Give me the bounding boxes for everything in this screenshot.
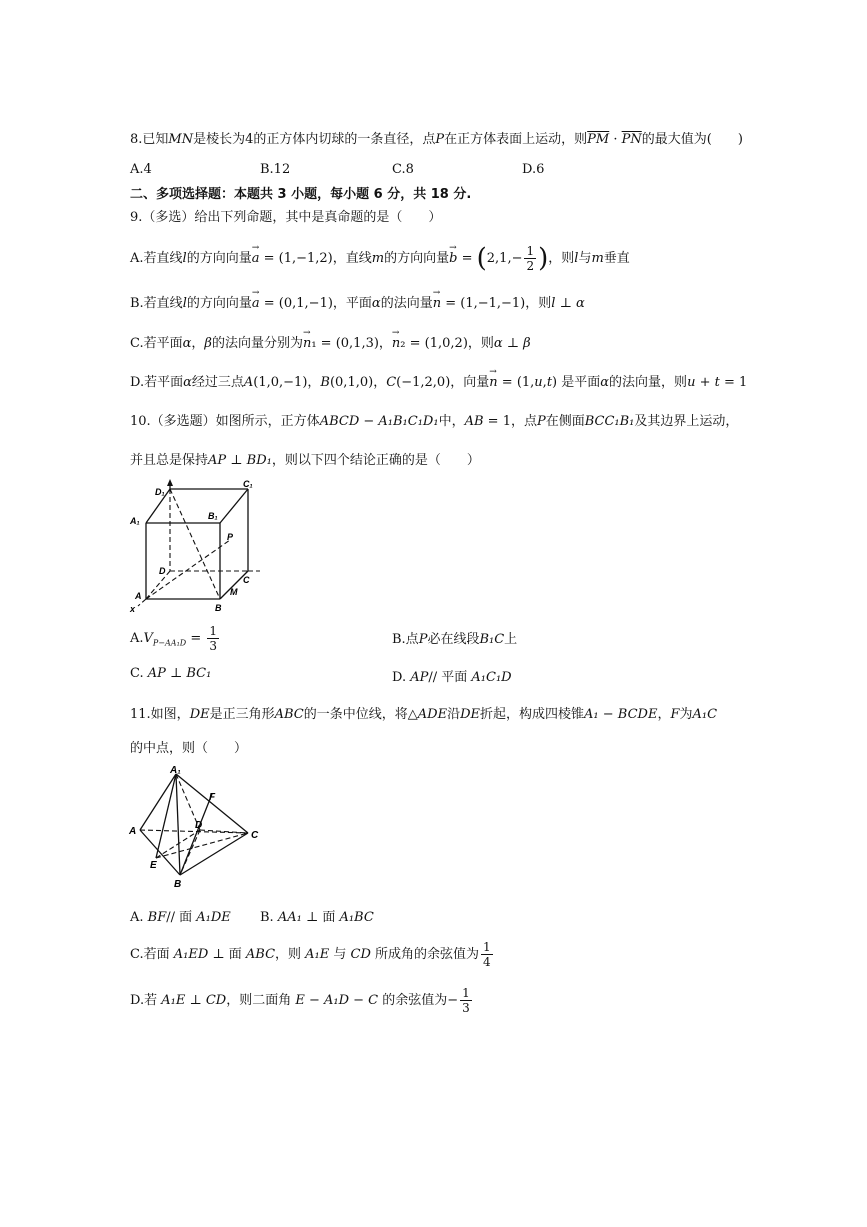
q11d-text1: D.若 (130, 993, 162, 1008)
q11a-plane: A₁DE (196, 910, 231, 925)
q10b-p: P (418, 632, 428, 647)
q9b-alpha: α (371, 296, 381, 311)
q9c-alpha2: α (493, 336, 503, 351)
q10-text6: 并且总是保持 (130, 453, 209, 468)
q9b-text2: 的方向向量 (186, 296, 252, 311)
q10-option-d (392, 666, 512, 685)
q11-option-d (130, 986, 474, 1015)
q10c-perp: ⊥ (165, 666, 187, 681)
q9-option-a: A.若直线l的方向向量→ a = (1,−1,2)，直线m的方向向量→ b = (2,1,− $\frac{1}{2}$ )，则l与m垂直 (130, 244, 630, 273)
q10-face: BCC₁B₁ (584, 414, 635, 429)
q9b-vector-a: → a (252, 295, 260, 313)
q9b-text5: = (1,−1,−1)，则 (441, 296, 552, 311)
q9a-m2: m (591, 251, 604, 266)
q10a-eq: = (186, 631, 206, 646)
q9d-text8: ) 是平面 (552, 375, 601, 390)
q10b-text2: 必在线段 (427, 632, 480, 647)
q8-option-a: A.4 (130, 162, 152, 177)
q9d-text3: (1,0,−1)， (253, 375, 321, 390)
q10-perp: ⊥ (226, 453, 247, 468)
q9c-text4: ₁ = (0,1,3)， (311, 336, 392, 351)
q8-p: P (435, 132, 445, 147)
cube-label-d1: D₁ (155, 487, 165, 497)
q11-f: F (670, 707, 680, 722)
q8-mn: MN (168, 132, 194, 147)
q11-stem-line2: 的中点，则（ ） (130, 741, 248, 756)
q9b-vector-n: → n (433, 295, 441, 313)
q11c-text5: 所成角的余弦值为 (370, 947, 480, 962)
q9d-point-a: A (243, 375, 254, 390)
q9a-l: l (182, 251, 187, 266)
q9a-text8: 与 (578, 251, 592, 266)
q11c-text3: ，则 (275, 947, 306, 962)
q10d-text: // 平面 (428, 670, 472, 685)
q9d-text4: (0,1,0)， (329, 375, 387, 390)
q9b-text4: 的法向量 (380, 296, 433, 311)
q11c-text1: C.若面 (130, 947, 174, 962)
q9c-text5: ₂ = (1,0,2)，则 (400, 336, 494, 351)
q8-vector-pm: $\overline{PM}$ (587, 132, 610, 147)
q11a-bf: BF (147, 910, 167, 925)
q10b-text3: 上 (504, 632, 518, 647)
q9c-beta: β (204, 336, 212, 351)
q9d-text5: (−1,2,0)，向量 (396, 375, 490, 390)
pyr-label-f: F (209, 792, 216, 803)
q10a-label: A. (130, 631, 144, 646)
cube-label-x: x (130, 604, 136, 613)
q11c-a1e: A₁E (305, 947, 330, 962)
q10-text1: 10.（多选题）如图所示，正方体 (130, 414, 320, 429)
q9d-text9: 的法向量，则 (609, 375, 688, 390)
q9d-text7: , (542, 375, 547, 390)
q11-de2: DE (460, 707, 481, 722)
q11-de: DE (189, 707, 210, 722)
q9d-text11: = 1 (719, 375, 748, 390)
q9a-text6: 2,1,− (486, 251, 523, 266)
q9c-alpha: α (182, 336, 192, 351)
q10-ab: AB (464, 414, 484, 429)
pyr-label-e: E (150, 860, 157, 871)
q9a-text7: ，则 (548, 251, 575, 266)
q9a-vector-b: → b (449, 250, 457, 268)
q11d-perp: ⊥ (185, 993, 206, 1008)
q11-option-c (130, 940, 495, 969)
section-title: 二、多项选择题：本题共 3 小题，每小题 6 分，共 18 分. (130, 187, 472, 202)
q11d-angle: E − A₁D − C (295, 993, 379, 1008)
q9-option-d (130, 374, 747, 392)
q9d-point-c: C (386, 375, 397, 390)
cube-label-d: D (159, 566, 166, 576)
q9c-text3: 的法向量分别为 (211, 336, 303, 351)
q11d-cd: CD (205, 993, 227, 1008)
q11d-text4: 的余弦值为− (378, 993, 459, 1008)
q10a-fraction: $\frac{1}{3}$ (209, 624, 217, 653)
q11b-text: ⊥ 面 (301, 910, 340, 925)
cube-label-c: C (243, 575, 250, 585)
q11d-text3: ，则二面角 (226, 993, 296, 1008)
q10-text7: ，则以下四个结论正确的是（ ） (271, 453, 480, 468)
pyr-label-a: A (129, 826, 137, 837)
cube-label-m: M (230, 587, 238, 597)
q8-option-b: B.12 (260, 162, 291, 177)
q10-option-a (130, 624, 221, 653)
cube-label-a1: A₁ (130, 516, 140, 526)
q9b-alpha2: α (575, 296, 585, 311)
q11-option-a (130, 906, 231, 925)
q11-text2: 是正三角形 (209, 707, 275, 722)
q10-bd1: BD₁ (246, 453, 272, 468)
q11-text6: ， (657, 707, 671, 722)
q10-cube: ABCD − A₁B₁C₁D₁ (319, 414, 439, 429)
q9a-text3: = (1,−1,2)，直线 (259, 251, 372, 266)
q9a-text5: = (457, 251, 477, 266)
q10b-text1: B.点 (392, 632, 419, 647)
cube-label-c1: C₁ (243, 479, 253, 489)
q9a-text9: 垂直 (603, 251, 630, 266)
q11d-a1e: A₁E (161, 993, 186, 1008)
q9d-u: u (534, 375, 543, 390)
q11b-label: B. (260, 910, 278, 925)
cube-label-b: B (215, 603, 222, 613)
q9d-alpha2: α (600, 375, 610, 390)
pyr-label-d: D (195, 820, 203, 831)
q9-stem: 9.（多选）给出下列命题，其中是真命题的是（ ） (130, 210, 442, 225)
q8-dot: · (609, 132, 622, 147)
q8-text4: 的最大值为( ) (641, 132, 743, 147)
q9a-vector-a: → a (252, 250, 260, 268)
q10c-bc1: BC₁ (186, 666, 212, 681)
q11-text7: 为 (679, 707, 693, 722)
q11c-fraction: $\frac{1}{4}$ (483, 940, 491, 969)
q8-option-c: C.8 (392, 162, 414, 177)
q11c-text2: ⊥ 面 (208, 947, 246, 962)
q10-ap: AP (208, 453, 227, 468)
q10-text5: 及其边界上运动， (634, 414, 739, 429)
q9a-text1: A.若直线 (130, 251, 183, 266)
q9d-text2: 经过三点 (191, 375, 244, 390)
q8-option-d: D.6 (522, 162, 545, 177)
q11a-text: // 面 (166, 910, 197, 925)
q9a-fraction: $\frac{1}{2}$ (526, 244, 535, 273)
q11c-text4: 与 (329, 947, 351, 962)
q11-text4: 沿 (447, 707, 461, 722)
q11-option-b (260, 906, 374, 925)
pyr-label-b: B (174, 879, 182, 890)
q9a-text2: 的方向向量 (186, 251, 252, 266)
cube-figure (126, 478, 266, 613)
q11b-plane: A₁BC (339, 910, 374, 925)
q9-option-c (130, 335, 531, 353)
q10-option-c (130, 666, 211, 681)
q11-abc: ABC (274, 707, 304, 722)
q9a-l2: l (574, 251, 579, 266)
q9b-l: l (182, 296, 187, 311)
q10c-label: C. (130, 666, 148, 681)
q8-text3: 在正方体表面上运动，则 (444, 132, 588, 147)
q9c-perp: ⊥ (502, 336, 524, 351)
q11-a1c: A₁C (692, 707, 718, 722)
q11-text3: 的一条中位线，将△ (303, 707, 418, 722)
q10b-seg: B₁C (479, 632, 505, 647)
q9b-perp: ⊥ (555, 296, 576, 311)
q9c-text2: ， (191, 336, 205, 351)
q8-num: 4 (245, 132, 254, 147)
q11b-aa1: AA₁ (277, 910, 302, 925)
q9c-vector-n2: → n (392, 335, 400, 353)
q11-stem-line1 (130, 706, 717, 724)
q11-text1: 11.如图， (130, 707, 190, 722)
cube-label-b1: B₁ (208, 511, 218, 521)
q9b-l2: l (551, 296, 556, 311)
q8-vector-pn: $\overline{PN}$ (621, 132, 642, 147)
q11a-label: A. (130, 910, 148, 925)
q10-stem-line2 (130, 452, 480, 470)
q9c-vector-n1: → n (303, 335, 311, 353)
cube-label-a: A (135, 591, 142, 601)
q10c-ap: AP (147, 666, 166, 681)
q10d-plane: A₁C₁D (471, 670, 512, 685)
q9d-t: t (546, 375, 553, 390)
q9d-point-b: B (320, 375, 330, 390)
q10a-v: V (143, 631, 153, 646)
q8-stem (130, 131, 743, 149)
q11c-cd: CD (350, 947, 371, 962)
q8-text2: 的正方体内切球的一条直径，点 (253, 132, 436, 147)
pyramid-figure (126, 762, 268, 890)
q11-ade: ADE (417, 707, 448, 722)
q10-text3: = 1，点 (483, 414, 537, 429)
q9c-beta2: β (523, 336, 531, 351)
pyr-label-a1: A₁ (170, 765, 181, 776)
q8-prefix: 8.已知 (130, 132, 169, 147)
cube-label-p: P (227, 532, 234, 542)
q10-text2: 中， (438, 414, 465, 429)
q9d-text1: D.若平面 (130, 375, 184, 390)
q9d-vector-n: → n (489, 374, 497, 392)
q10a-sub: P−AA₁D (152, 638, 187, 648)
q10d-ap: AP (410, 670, 429, 685)
q10-option-b (392, 628, 517, 647)
q11d-fraction: $\frac{1}{3}$ (462, 986, 470, 1015)
q9c-text1: C.若平面 (130, 336, 183, 351)
q11c-plane1: A₁ED (173, 947, 209, 962)
q9d-plus: + (695, 375, 715, 390)
q9d-text6: = (1, (497, 375, 535, 390)
q11c-plane2: ABC (245, 947, 276, 962)
q10-stem-line1 (130, 413, 738, 431)
q9a-text4: 的方向向量 (384, 251, 450, 266)
q9d-t2: t (714, 375, 720, 390)
q11-pyramid: A₁ − BCDE (584, 707, 658, 722)
q9b-text3: = (0,1,−1)，平面 (259, 296, 372, 311)
q9-option-b (130, 295, 585, 313)
q9b-text1: B.若直线 (130, 296, 183, 311)
q10-p: P (536, 414, 546, 429)
q8-text1: 是棱长为 (193, 132, 246, 147)
q9d-u2: u (687, 375, 696, 390)
q11-text5: 折起，构成四棱锥 (480, 707, 585, 722)
q10-text4: 在侧面 (545, 414, 585, 429)
q10d-label: D. (392, 670, 411, 685)
q9d-alpha: α (183, 375, 192, 390)
pyr-label-c: C (251, 830, 259, 841)
q9a-m: m (371, 251, 385, 266)
